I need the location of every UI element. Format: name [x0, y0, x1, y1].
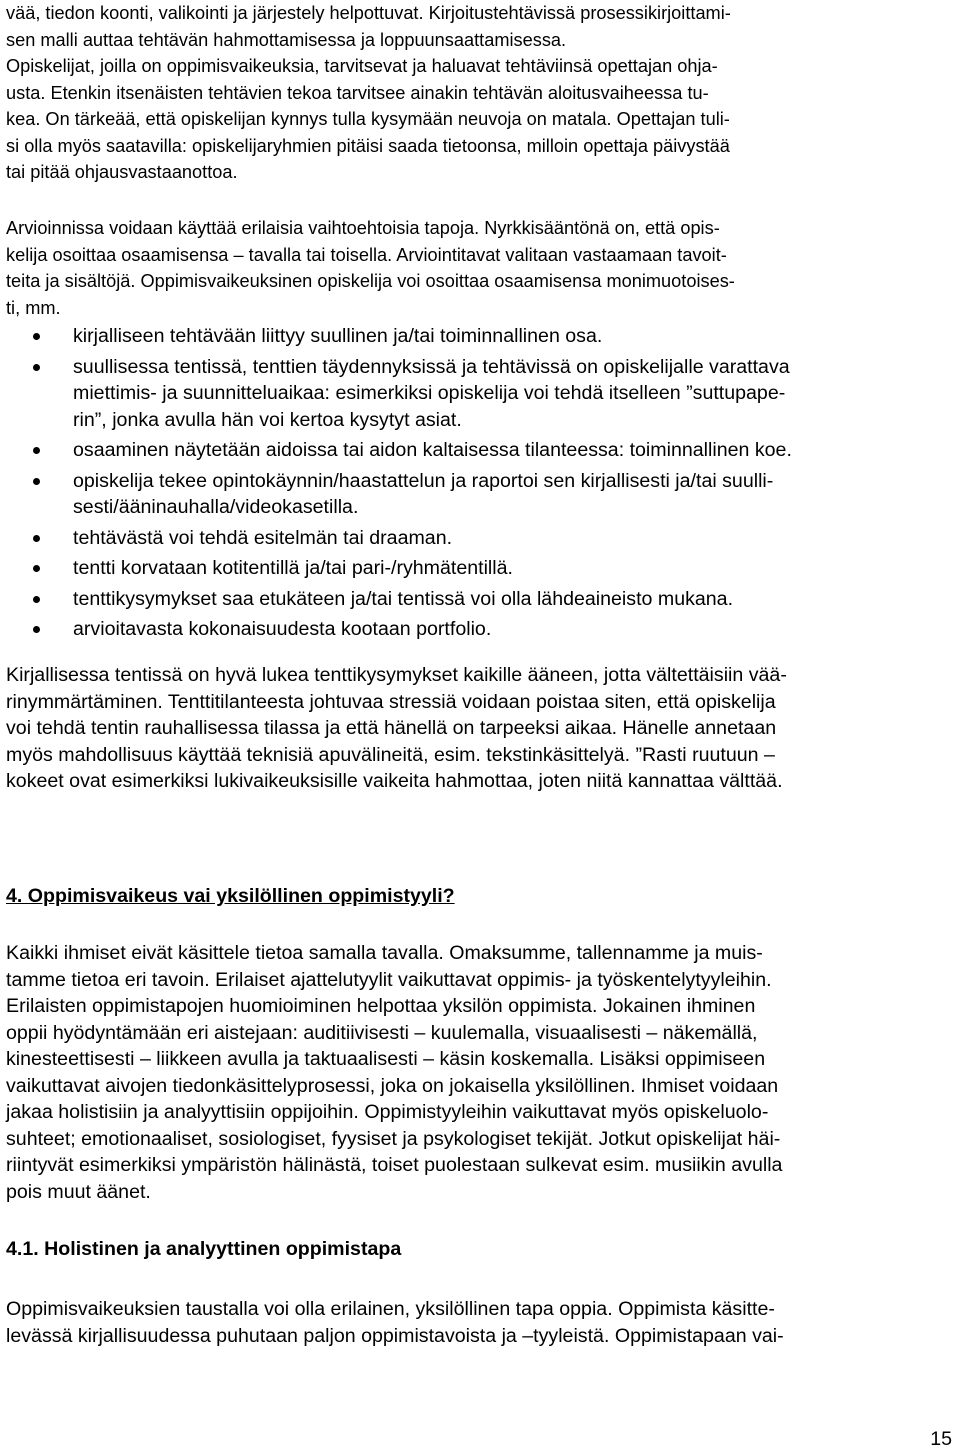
bullet-icon [33, 364, 40, 371]
text-line: Oppimisvaikeuksien taustalla voi olla erilainen, yksilöllinen tapa oppia. Oppimista käsitte- [6, 1298, 775, 1320]
page-number: 15 [930, 1428, 952, 1450]
text-line: tentti korvataan kotitentillä ja/tai pari-/ryhmätentillä. [73, 557, 513, 579]
list-item [6, 525, 952, 552]
text-line: tai pitää ohjausvastaanottoa. [6, 162, 238, 182]
bullet-icon [33, 596, 40, 603]
text-line: opiskelija tekee opintokäynnin/haastattelun ja raportoi sen kirjallisesti ja/tai suulli- [73, 469, 774, 492]
text-line: sesti/ääninauhalla/videokasetilla. [73, 496, 359, 518]
text-line: vää, tiedon koonti, valikointi ja järjestely helpottuvat. Kirjoitustehtävissä prosessikirjoittami- [6, 3, 731, 23]
section-4-paragraph [6, 940, 952, 1205]
text-line: jakaa holistisiin ja analyyttisiin oppijoihin. Oppimistyyleihin vaikuttavat myös opiskeluolo- [6, 1101, 769, 1123]
list-item [6, 616, 952, 643]
text-line: levässä kirjallisuudessa puhutaan paljon oppimistavoista ja –tyyleistä. Oppimistapaan vai- [6, 1324, 784, 1347]
text-line: Opiskelijat, joilla on oppimisvaikeuksia, tarvitsevat ja haluavat tehtäviinsä opettajan ohja- [6, 56, 718, 76]
bullet-icon [33, 447, 40, 454]
assessment-paragraph [6, 215, 952, 321]
text-line: si olla myös saatavilla: opiskelijaryhmien pitäisi saada tietoonsa, milloin opettaja päivystää [6, 135, 730, 156]
text-line: arvioitavasta kokonaisuudesta kootaan portfolio. [73, 618, 492, 640]
text-line: kea. On tärkeää, että opiskelijan kynnys tulla kysymään neuvoja on matala. Opettajan tuli- [6, 109, 730, 129]
bullet-icon [33, 626, 40, 633]
text-line: tenttikysymykset saa etukäteen ja/tai tentissä voi olla lähdeaineisto mukana. [73, 587, 734, 610]
text-line: oppii hyödyntämään eri aistejaan: auditiivisesti – kuulemalla, visuaalisesti – näkemällä, [6, 1021, 758, 1044]
text-line: kokeet ovat esimerkiksi lukivaikeuksisille vaikeita hahmottaa, joten niitä kannattaa välttää. [6, 770, 783, 792]
text-line: rinymmärtäminen. Tenttitilanteesta johtuvaa stressiä voidaan poistaa siten, että opiskelija [6, 690, 776, 713]
text-line: tamme tietoa eri tavoin. Erilaiset ajattelutyylit vaikuttavat oppimis- ja työskentelytyyleihin. [6, 968, 772, 991]
list-item [6, 354, 952, 434]
text-line: pois muut äänet. [6, 1180, 151, 1203]
list-item [6, 323, 952, 350]
exam-paragraph [6, 662, 952, 795]
text-line: miettimis- ja suunnitteluaikaa: esimerkiksi opiskelija voi tehdä itselleen ”suttupape- [73, 382, 786, 404]
text-line: tehtävästä voi tehdä esitelmän tai draaman. [73, 526, 453, 549]
text-line: ti, mm. [6, 297, 61, 318]
list-item [6, 555, 952, 582]
bullet-icon [33, 565, 40, 572]
text-line: kinesteettisesti – liikkeen avulla ja taktuaalisesti – käsin koskemalla. Lisäksi oppimiseen [6, 1048, 766, 1070]
bullet-icon [33, 478, 40, 485]
text-line: riintyvät esimerkiksi ympäristön hälinästä, toiset puolestaan sulkevat esim. musiikin avulla [6, 1154, 783, 1176]
list-item [6, 437, 952, 464]
bullet-icon [33, 333, 40, 340]
list-item [6, 586, 952, 613]
text-line: sen malli auttaa tehtävän hahmottamisessa ja loppuunsaattamisessa. [6, 29, 567, 50]
bullet-icon [33, 535, 40, 542]
list-item [6, 468, 952, 521]
text-line: kirjalliseen tehtävään liittyy suullinen ja/tai toiminnallinen osa. [73, 325, 603, 347]
document-page [6, 0, 952, 1451]
text-line: teita ja sisältöjä. Oppimisvaikeuksinen opiskelija voi osoittaa osaamisensa monimuotoises- [6, 271, 735, 291]
intro-paragraph [6, 0, 952, 186]
text-line: Kaikki ihmiset eivät käsittele tietoa samalla tavalla. Omaksumme, tallennamme ja muis- [6, 942, 763, 964]
text-line: vaikuttavat aivojen tiedonkäsittelyprosessi, joka on jokaisella yksilöllinen. Ihmiset voidaan [6, 1074, 779, 1097]
text-line: kelija osoittaa osaamisensa – tavalla tai toisella. Arviointitavat valitaan vastaamaan tavoit- [6, 244, 727, 265]
text-line: usta. Etenkin itsenäisten tehtävien tekoa tarvitsee ainakin tehtävän aloitusvaiheessa tu- [6, 82, 709, 103]
section-4-1-paragraph [6, 1296, 952, 1349]
text-line: voi tehdä tentin rauhallisessa tilassa ja että hänellä on tarpeeksi aikaa. Hänelle annetaan [6, 717, 777, 739]
subsection-heading: 4.1. Holistinen ja analyyttinen oppimistapa [6, 1238, 402, 1260]
assessment-methods-list [6, 323, 952, 643]
text-line: Arvioinnissa voidaan käyttää erilaisia vaihtoehtoisia tapoja. Nyrkkisääntönä on, että opis- [6, 218, 720, 238]
text-line: Kirjallisessa tentissä on hyvä lukea tenttikysymykset kaikille ääneen, jotta vältettäisiin vää- [6, 664, 787, 686]
section-heading: 4. Oppimisvaikeus vai yksilöllinen oppimistyyli? [6, 885, 455, 907]
text-line: myös mahdollisuus käyttää teknisiä apuvälineitä, esim. tekstinkäsittelyä. ”Rasti ruutuun – [6, 743, 775, 766]
text-line: osaaminen näytetään aidoissa tai aidon kaltaisessa tilanteessa: toiminnallinen koe. [73, 439, 792, 461]
text-line: suullisessa tentissä, tenttien täydennyksissä ja tehtävissä on opiskelijalle varattava [73, 355, 790, 378]
text-line: rin”, jonka avulla hän voi kertoa kysytyt asiat. [73, 408, 462, 431]
text-line: Erilaisten oppimistapojen huomioiminen helpottaa yksilön oppimista. Jokainen ihminen [6, 995, 756, 1017]
text-line: suhteet; emotionaaliset, sosiologiset, fyysiset ja psykologiset tekijät. Jotkut opiskelijat häi- [6, 1127, 781, 1150]
